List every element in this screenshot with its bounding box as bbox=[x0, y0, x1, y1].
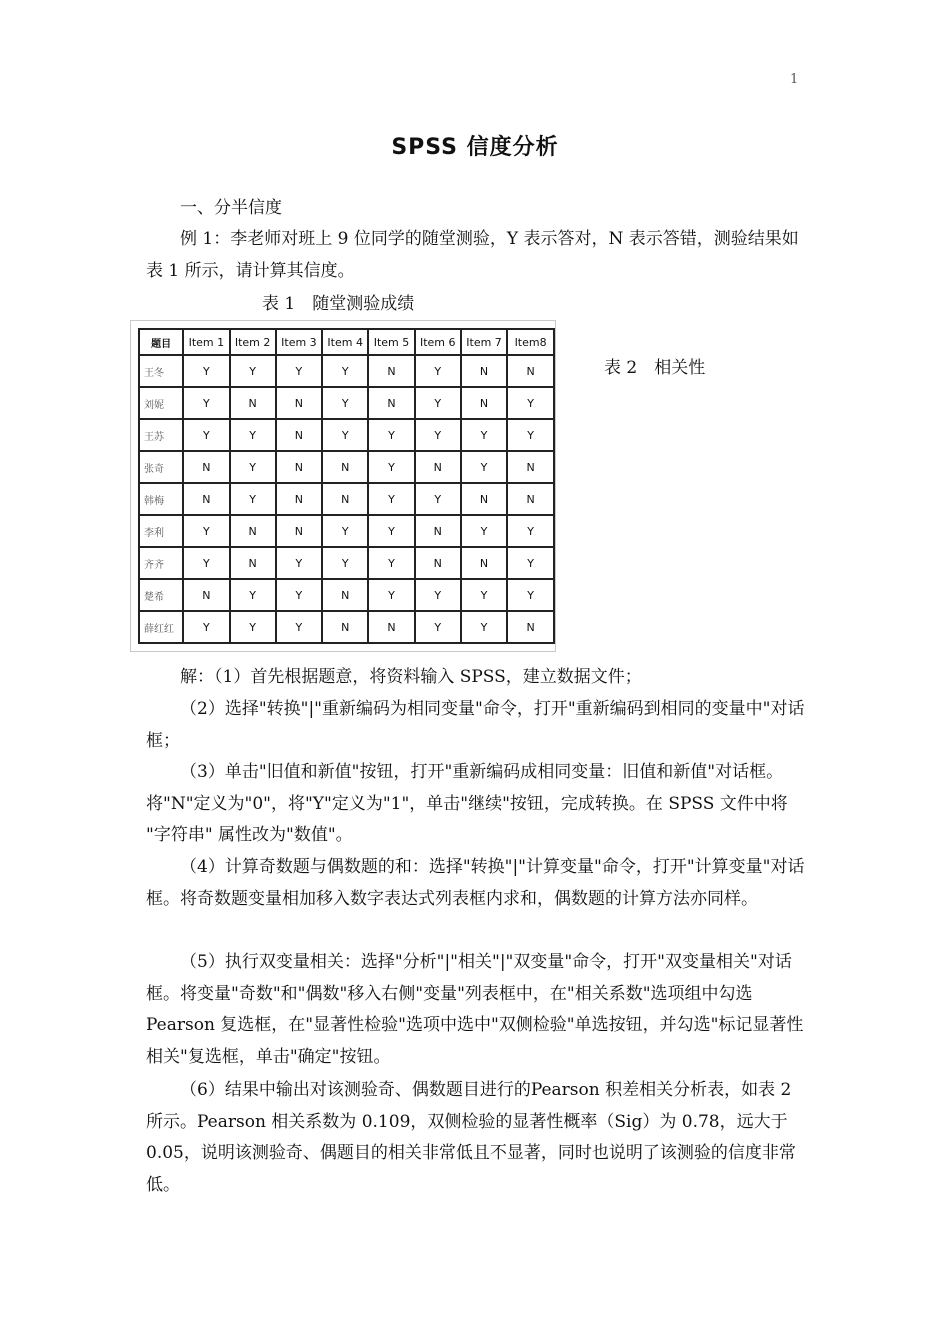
answer-cell: Y bbox=[368, 419, 414, 451]
answer-cell: Y bbox=[461, 611, 507, 643]
answer-cell: N bbox=[276, 483, 322, 515]
column-header-item-2: Item 2 bbox=[230, 329, 276, 355]
answer-cell: Y bbox=[183, 355, 229, 387]
answer-cell: Y bbox=[507, 515, 554, 547]
answer-cell: Y bbox=[415, 579, 461, 611]
table-header-row bbox=[139, 329, 554, 355]
column-header-item-1: Item 1 bbox=[183, 329, 229, 355]
answer-cell: Y bbox=[322, 419, 368, 451]
answer-cell: Y bbox=[230, 579, 276, 611]
answer-cell: Y bbox=[415, 355, 461, 387]
answer-cell: Y bbox=[461, 515, 507, 547]
page-title bbox=[0, 130, 950, 161]
answer-cell: Y bbox=[230, 451, 276, 483]
answer-cell: N bbox=[368, 355, 414, 387]
answer-cell: Y bbox=[461, 579, 507, 611]
scores-table bbox=[138, 328, 555, 644]
answer-cell: Y bbox=[322, 387, 368, 419]
answer-cell: Y bbox=[507, 547, 554, 579]
answer-cell: N bbox=[230, 515, 276, 547]
answer-cell: Y bbox=[183, 387, 229, 419]
step-2-paragraph: （2）选择"转换"|"重新编码为相同变量"命令，打开"重新编码到相同的变量中"对话框； bbox=[146, 699, 805, 751]
student-name-cell: 薛红红 bbox=[139, 611, 183, 643]
answer-cell: N bbox=[230, 547, 276, 579]
answer-cell: Y bbox=[368, 515, 414, 547]
answer-cell: Y bbox=[230, 483, 276, 515]
answer-cell: N bbox=[183, 579, 229, 611]
column-header-item-3: Item 3 bbox=[276, 329, 322, 355]
answer-cell: N bbox=[461, 355, 507, 387]
answer-cell: Y bbox=[507, 579, 554, 611]
step-6-paragraph: （6）结果中输出对该测验奇、偶数题目进行的Pearson 积差相关分析表，如表 2 所示。Pearson 相关系数为 0.109，双侧检验的显著性概率（Sig）为 0.78，远大于 0.05，说明该测验奇、偶题目的相关非常低且不显著，同时也说明了该测验的信度非常低。 bbox=[146, 1080, 796, 1195]
answer-cell: Y bbox=[276, 355, 322, 387]
table-row bbox=[139, 515, 554, 547]
answer-cell: Y bbox=[276, 611, 322, 643]
answer-cell: N bbox=[322, 579, 368, 611]
answer-cell: Y bbox=[230, 355, 276, 387]
answer-cell: N bbox=[183, 451, 229, 483]
answer-cell: Y bbox=[322, 547, 368, 579]
answer-cell: Y bbox=[507, 419, 554, 451]
table-body bbox=[139, 355, 554, 643]
column-header-item-7: Item 7 bbox=[461, 329, 507, 355]
table-row bbox=[139, 547, 554, 579]
answer-cell: Y bbox=[230, 419, 276, 451]
answer-cell: Y bbox=[368, 579, 414, 611]
answer-cell: Y bbox=[415, 387, 461, 419]
title-cjk: 信度分析 bbox=[466, 134, 559, 160]
answer-cell: N bbox=[183, 483, 229, 515]
column-header-item-4: Item 4 bbox=[322, 329, 368, 355]
answer-cell: Y bbox=[183, 611, 229, 643]
answer-cell: N bbox=[322, 451, 368, 483]
table-row bbox=[139, 483, 554, 515]
table-row bbox=[139, 419, 554, 451]
table-row bbox=[139, 611, 554, 643]
answer-cell: Y bbox=[183, 419, 229, 451]
answer-cell: N bbox=[507, 611, 554, 643]
student-name-cell: 李利 bbox=[139, 515, 183, 547]
step-4-paragraph: （4）计算奇数题与偶数题的和：选择"转换"|"计算变量"命令，打开"计算变量"对话框。将奇数题变量相加移入数字表达式列表框内求和，偶数题的计算方法亦同样。 bbox=[146, 857, 805, 909]
table2-caption: 表 2 相关性 bbox=[604, 358, 706, 378]
answer-cell: N bbox=[461, 483, 507, 515]
answer-cell: Y bbox=[183, 515, 229, 547]
section-heading: 一、分半信度 bbox=[180, 198, 282, 218]
answer-cell: N bbox=[322, 483, 368, 515]
student-name-cell: 韩梅 bbox=[139, 483, 183, 515]
answer-cell: N bbox=[415, 451, 461, 483]
student-name-cell: 张奇 bbox=[139, 451, 183, 483]
scores-table-image bbox=[130, 320, 556, 652]
table1-caption: 表 1 随堂测验成绩 bbox=[262, 294, 415, 314]
answer-cell: Y bbox=[230, 611, 276, 643]
answer-cell: Y bbox=[461, 419, 507, 451]
answer-cell: Y bbox=[415, 419, 461, 451]
step-1-paragraph: 解：（1）首先根据题意，将资料输入 SPSS，建立数据文件； bbox=[180, 667, 642, 687]
answer-cell: N bbox=[507, 355, 554, 387]
answer-cell: Y bbox=[507, 387, 554, 419]
page-number: 1 bbox=[790, 72, 799, 87]
column-header-item-6: Item 6 bbox=[415, 329, 461, 355]
answer-cell: N bbox=[415, 547, 461, 579]
answer-cell: N bbox=[507, 483, 554, 515]
answer-cell: N bbox=[368, 387, 414, 419]
answer-cell: N bbox=[276, 515, 322, 547]
step-3-paragraph: （3）单击"旧值和新值"按钮，打开"重新编码成相同变量：旧值和新值"对话框。将"N"定义为"0"，将"Y"定义为"1"，单击"继续"按钮，完成转换。在 SPSS 文件中将 "字符串" 属性改为"数值"。 bbox=[146, 762, 788, 845]
answer-cell: N bbox=[461, 547, 507, 579]
answer-cell: Y bbox=[322, 355, 368, 387]
column-header-item-5: Item 5 bbox=[368, 329, 414, 355]
answer-cell: Y bbox=[368, 547, 414, 579]
table-row bbox=[139, 451, 554, 483]
answer-cell: N bbox=[276, 451, 322, 483]
student-name-cell: 楚希 bbox=[139, 579, 183, 611]
step-5-paragraph: （5）执行双变量相关：选择"分析"|"相关"|"双变量"命令，打开"双变量相关"对话框。将变量"奇数"和"偶数"移入右侧"变量"列表框中，在"相关系数"选项组中勾选 Pearson 复选框，在"显著性检验"选项中选中"双侧检验"单选按钮，并勾选"标记显著性相关"复选框，单击"确定"按钮。 bbox=[146, 952, 804, 1067]
example-paragraph: 例 1：李老师对班上 9 位同学的随堂测验，Y 表示答对，N 表示答错，测验结果如表 1 所示，请计算其信度。 bbox=[146, 229, 799, 281]
answer-cell: Y bbox=[276, 579, 322, 611]
student-name-cell: 刘妮 bbox=[139, 387, 183, 419]
answer-cell: Y bbox=[461, 451, 507, 483]
table-row bbox=[139, 387, 554, 419]
answer-cell: N bbox=[415, 515, 461, 547]
answer-cell: Y bbox=[322, 515, 368, 547]
table-corner-header: 题目 bbox=[139, 329, 183, 355]
answer-cell: N bbox=[276, 419, 322, 451]
answer-cell: N bbox=[507, 451, 554, 483]
answer-cell: Y bbox=[415, 483, 461, 515]
table-row bbox=[139, 355, 554, 387]
answer-cell: Y bbox=[415, 611, 461, 643]
answer-cell: Y bbox=[183, 547, 229, 579]
answer-cell: N bbox=[368, 611, 414, 643]
answer-cell: N bbox=[322, 611, 368, 643]
answer-cell: N bbox=[276, 387, 322, 419]
answer-cell: Y bbox=[368, 483, 414, 515]
title-latin: SPSS bbox=[391, 135, 458, 160]
table-row bbox=[139, 579, 554, 611]
student-name-cell: 王冬 bbox=[139, 355, 183, 387]
student-name-cell: 齐齐 bbox=[139, 547, 183, 579]
answer-cell: N bbox=[230, 387, 276, 419]
answer-cell: N bbox=[461, 387, 507, 419]
student-name-cell: 王苏 bbox=[139, 419, 183, 451]
answer-cell: Y bbox=[276, 547, 322, 579]
answer-cell: Y bbox=[368, 451, 414, 483]
column-header-item-8: Item8 bbox=[507, 329, 554, 355]
